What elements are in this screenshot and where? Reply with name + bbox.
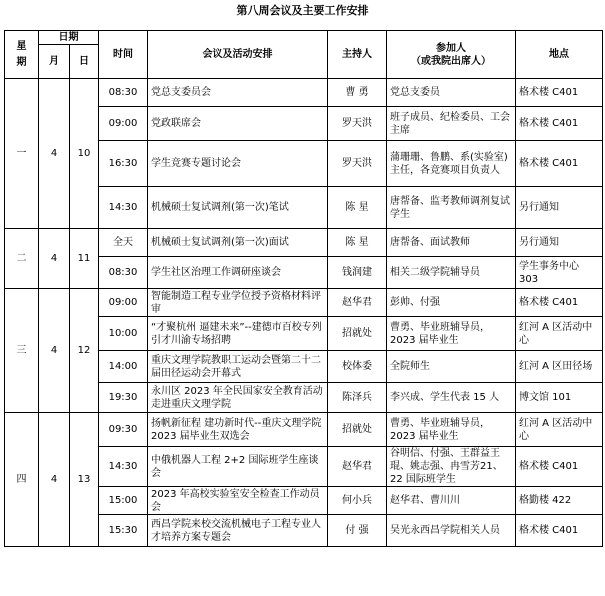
host-cell: 罗天洪 xyxy=(328,141,387,187)
meeting-cell: 永川区 2023 年全民国家安全教育活动走进重庆文理学院 xyxy=(148,383,328,413)
schedule-row xyxy=(5,413,603,447)
attendees-cell: 唐帮备、监考教师调剂复试学生 xyxy=(387,187,516,229)
header-day: 日 xyxy=(70,45,99,79)
time-cell: 09:30 xyxy=(99,413,148,447)
time-cell: 10:00 xyxy=(99,317,148,351)
attendees-cell: 吴光永西昌学院相关人员 xyxy=(387,515,516,547)
header-weekday xyxy=(5,31,39,79)
location-cell: 另行通知 xyxy=(516,187,603,229)
attendees-cell: 赵华君、曹川川 xyxy=(387,487,516,515)
location-cell: 红河 A 区活动中心 xyxy=(516,317,603,351)
time-cell: 16:30 xyxy=(99,141,148,187)
location-cell: 格术楼 C401 xyxy=(516,107,603,141)
meeting-cell: 学生社区治理工作调研座谈会 xyxy=(148,257,328,289)
schedule-row xyxy=(5,289,603,317)
time-cell: 09:00 xyxy=(99,107,148,141)
header-host: 主持人 xyxy=(328,31,387,79)
location-cell: 另行通知 xyxy=(516,229,603,257)
host-cell: 曹 勇 xyxy=(328,79,387,107)
attendees-cell: 党总支委员 xyxy=(387,79,516,107)
meeting-cell: 智能制造工程专业学位授予资格材料评审 xyxy=(148,289,328,317)
time-cell: 15:00 xyxy=(99,487,148,515)
host-cell: 钱润建 xyxy=(328,257,387,289)
host-cell: 赵华君 xyxy=(328,447,387,487)
attendees-cell: 曹勇、毕业班辅导员，2023 届毕业生 xyxy=(387,317,516,351)
location-cell: 格勤楼 422 xyxy=(516,487,603,515)
time-cell: 14:30 xyxy=(99,187,148,229)
schedule-row xyxy=(5,79,603,107)
time-cell: 全天 xyxy=(99,229,148,257)
weekday-cell: 三 xyxy=(5,289,39,413)
host-cell: 招就处 xyxy=(328,317,387,351)
meeting-cell: 党政联席会 xyxy=(148,107,328,141)
day-cell: 10 xyxy=(70,79,99,229)
weekday-cell: 四 xyxy=(5,413,39,547)
host-cell: 赵华君 xyxy=(328,289,387,317)
schedule-table xyxy=(4,30,603,547)
host-cell: 校体委 xyxy=(328,351,387,383)
attendees-cell: 全院师生 xyxy=(387,351,516,383)
time-cell: 08:30 xyxy=(99,79,148,107)
meeting-cell: 2023 年高校实验室安全检查工作动员会 xyxy=(148,487,328,515)
weekday-cell: 二 xyxy=(5,229,39,289)
time-cell: 09:00 xyxy=(99,289,148,317)
month-cell: 4 xyxy=(39,229,70,289)
attendees-cell: 曹勇、毕业班辅导员，2023 届毕业生 xyxy=(387,413,516,447)
schedule-row xyxy=(5,229,603,257)
meeting-cell: 党总支委员会 xyxy=(148,79,328,107)
attendees-cell: 唐帮备、面试教师 xyxy=(387,229,516,257)
meeting-cell: 西昌学院来校交流机械电子工程专业人才培养方案专题会 xyxy=(148,515,328,547)
host-cell: 付 强 xyxy=(328,515,387,547)
location-cell: 格术楼 C401 xyxy=(516,79,603,107)
month-cell: 4 xyxy=(39,79,70,229)
location-cell: 博文馆 101 xyxy=(516,383,603,413)
location-cell: 学生事务中心 303 xyxy=(516,257,603,289)
month-cell: 4 xyxy=(39,289,70,413)
weekday-cell: 一 xyxy=(5,79,39,229)
attendees-cell: 李兴成、学生代表 15 人 xyxy=(387,383,516,413)
attendees-cell: 班子成员、纪检委员、工会主席 xyxy=(387,107,516,141)
host-cell: 陈 星 xyxy=(328,187,387,229)
attendees-cell: 蒲珊珊、鲁鹏、系(实验室)主任，各竞赛项目负责人 xyxy=(387,141,516,187)
header-weekday-label: 星 期 xyxy=(16,40,27,68)
time-cell: 14:30 xyxy=(99,447,148,487)
meeting-cell: 学生竞赛专题讨论会 xyxy=(148,141,328,187)
time-cell: 14:00 xyxy=(99,351,148,383)
time-cell: 15:30 xyxy=(99,515,148,547)
location-cell: 格术楼 C401 xyxy=(516,515,603,547)
host-cell: 陈 星 xyxy=(328,229,387,257)
location-cell: 红河 A 区活动中心 xyxy=(516,413,603,447)
month-cell: 4 xyxy=(39,413,70,547)
host-cell: 陈泽兵 xyxy=(328,383,387,413)
meeting-cell: “才聚杭州 逼建未来”--建德市百校专列引才川渝专场招聘 xyxy=(148,317,328,351)
meeting-cell: 重庆文理学院教职工运动会暨第二十二届田径运动会开幕式 xyxy=(148,351,328,383)
day-cell: 12 xyxy=(70,289,99,413)
day-cell: 13 xyxy=(70,413,99,547)
meeting-cell: 机械硕士复试调剂(第一次)笔试 xyxy=(148,187,328,229)
header-month: 月 xyxy=(39,45,70,79)
time-cell: 19:30 xyxy=(99,383,148,413)
meeting-cell: 中俄机器人工程 2+2 国际班学生座谈会 xyxy=(148,447,328,487)
meeting-cell: 扬帆新征程 建功新时代--重庆文理学院 2023 届毕业生双选会 xyxy=(148,413,328,447)
attendees-cell: 彭帅、付强 xyxy=(387,289,516,317)
header-location: 地点 xyxy=(516,31,603,79)
host-cell: 何小兵 xyxy=(328,487,387,515)
attendees-cell: 谷明信、付强、王群益王琨、姚志强、冉雪芳21、22 国际班学生 xyxy=(387,447,516,487)
meeting-cell: 机械硕士复试调剂(第一次)面试 xyxy=(148,229,328,257)
host-cell: 罗天洪 xyxy=(328,107,387,141)
location-cell: 红河 A 区田径场 xyxy=(516,351,603,383)
page-title: 第八周会议及主要工作安排 xyxy=(236,4,369,17)
location-cell: 格术楼 C401 xyxy=(516,289,603,317)
header-time: 时间 xyxy=(99,31,148,79)
location-cell: 格术楼 C401 xyxy=(516,141,603,187)
location-cell: 格术楼 C401 xyxy=(516,447,603,487)
header-attendees: 参加人 （或我院出席人） xyxy=(387,31,516,79)
day-cell: 11 xyxy=(70,229,99,289)
attendees-cell: 相关二级学院辅导员 xyxy=(387,257,516,289)
header-date: 日期 xyxy=(39,31,99,45)
host-cell: 招就处 xyxy=(328,413,387,447)
time-cell: 08:30 xyxy=(99,257,148,289)
header-meeting: 会议及活动安排 xyxy=(148,31,328,79)
